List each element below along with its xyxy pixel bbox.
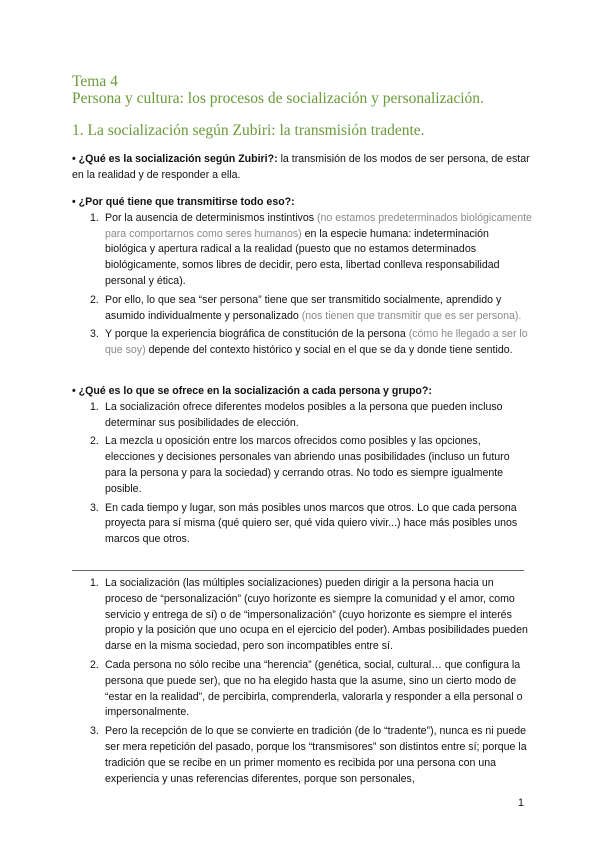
list-number: 1.: [90, 211, 99, 224]
list-text: Cada persona no sólo recibe una “herencia” (genética, social, cultural… que configura la persona que puede ser), que no ha elegido hasta que la asume, sino un cierto modo de “estar en la realidad”, de percibirla, comprenderla, valorarla y responder a ella personal o impersonalmente.: [105, 658, 523, 719]
question-2-list: [72, 211, 532, 359]
list-number: 2.: [90, 435, 99, 448]
list-text: Por ello, lo que sea “ser persona” tiene que ser transmitido socialmente, aprendido y asumido individualmente y personalizado: [105, 293, 502, 322]
page-number: 1: [518, 797, 524, 809]
tema-label: Tema 4: [72, 73, 118, 90]
list-item: [72, 434, 532, 497]
list-item: [72, 211, 532, 290]
list-text-grey: (cómo he llegado a ser lo que soy): [105, 328, 528, 357]
list-text: Y porque la experiencia biográfica de constitución de la persona: [105, 328, 409, 341]
list-number: 1.: [90, 577, 99, 589]
list-item: [72, 658, 532, 721]
question-2-label: • ¿Por qué tiene que transmitirse todo eso?:: [72, 196, 295, 208]
list-number: 3.: [90, 328, 99, 341]
question-3-list: [72, 400, 532, 548]
list-text: Pero la recepción de lo que se convierte en tradición (de lo “tradente”), nunca es ni puede ser mera repetición del pasado, porque los “transmisores” son distintos entre sí; porque la tradición que se recibe en un primer momento es recibida por una persona con una experiencia y unas referencias diferentes, porque son personales,: [105, 725, 527, 785]
list-text: Por la ausencia de determinismos instintivos: [105, 211, 317, 224]
list-item: [72, 576, 532, 655]
question-3: [72, 384, 532, 551]
list-item: [72, 327, 532, 359]
page-title: Persona y cultura: los procesos de socialización y personalización.: [72, 90, 484, 107]
list-item: [72, 724, 532, 787]
lower-section: [72, 576, 532, 790]
list-text: en la especie humana: indeterminación biológica y apertura radical a la realidad (puesto que no estamos determinados biológicamente, somos libres de decidir, pero esta, libertad conlleva responsabilidad personal y ética).: [105, 227, 500, 287]
list-number: 1.: [90, 400, 99, 413]
section-heading: 1. La socialización según Zubiri: la transmisión tradente.: [72, 122, 425, 139]
question-1-answer: la transmisión de los modos de ser persona, de estar en la realidad y de responder a ella.: [72, 153, 530, 181]
list-number: 3.: [90, 501, 99, 514]
list-item: [72, 501, 532, 548]
list-text: depende del contexto histórico y social en el que se da y donde tiene sentido.: [145, 344, 513, 357]
section-divider: [72, 570, 524, 571]
question-3-label: • ¿Qué es lo que se ofrece en la socialización a cada persona y grupo?:: [72, 385, 432, 397]
list-item: [72, 293, 532, 325]
list-text-grey: (nos tienen que transmitir que es ser persona).: [301, 309, 522, 322]
list-text: En cada tiempo y lugar, son más posibles unos marcos que otros. Lo que cada persona proyecta para sí misma (qué quiero ser, qué vida quiero vivir...) hace más posibles unos marcos que otros.: [105, 501, 518, 546]
lower-list: [72, 576, 532, 787]
list-text: La socialización ofrece diferentes modelos posibles a la persona que pueden incluso determinar sus posibilidades de elección.: [105, 400, 503, 429]
list-text-grey: (no estamos predeterminados biológicamente para comportarnos como seres humanos): [105, 211, 532, 240]
question-1: [72, 152, 532, 184]
question-2: [72, 195, 532, 362]
list-text: La mezcla u oposición entre los marcos ofrecidos como posibles y las opciones, elecciones y decisiones personales van abriendo unas posibilidades (incluso un futuro para la persona y para la sociedad) y cerrando otras. No todo es siempre igualmente posible.: [105, 435, 510, 495]
list-number: 3.: [90, 725, 99, 738]
list-number: 2.: [90, 658, 99, 671]
list-number: 2.: [90, 293, 99, 306]
list-item: [72, 400, 532, 432]
list-text: La socialización (las múltiples socializaciones) pueden dirigir a la persona hacia un proceso de “personalización” (cuyo horizonte es siempre la comunidad y el amor, como servicio y entrega de sí) o de “impersonalización” (cuyo horizonte es siempre el interés propio y la posición que uno ocupa en el ejercicio del poder). Ambas posibilidades pueden darse en la misma sociedad, pero son incompatibles entre sí.: [105, 577, 528, 653]
question-1-label: • ¿Qué es la socialización según Zubiri?:: [72, 153, 278, 165]
